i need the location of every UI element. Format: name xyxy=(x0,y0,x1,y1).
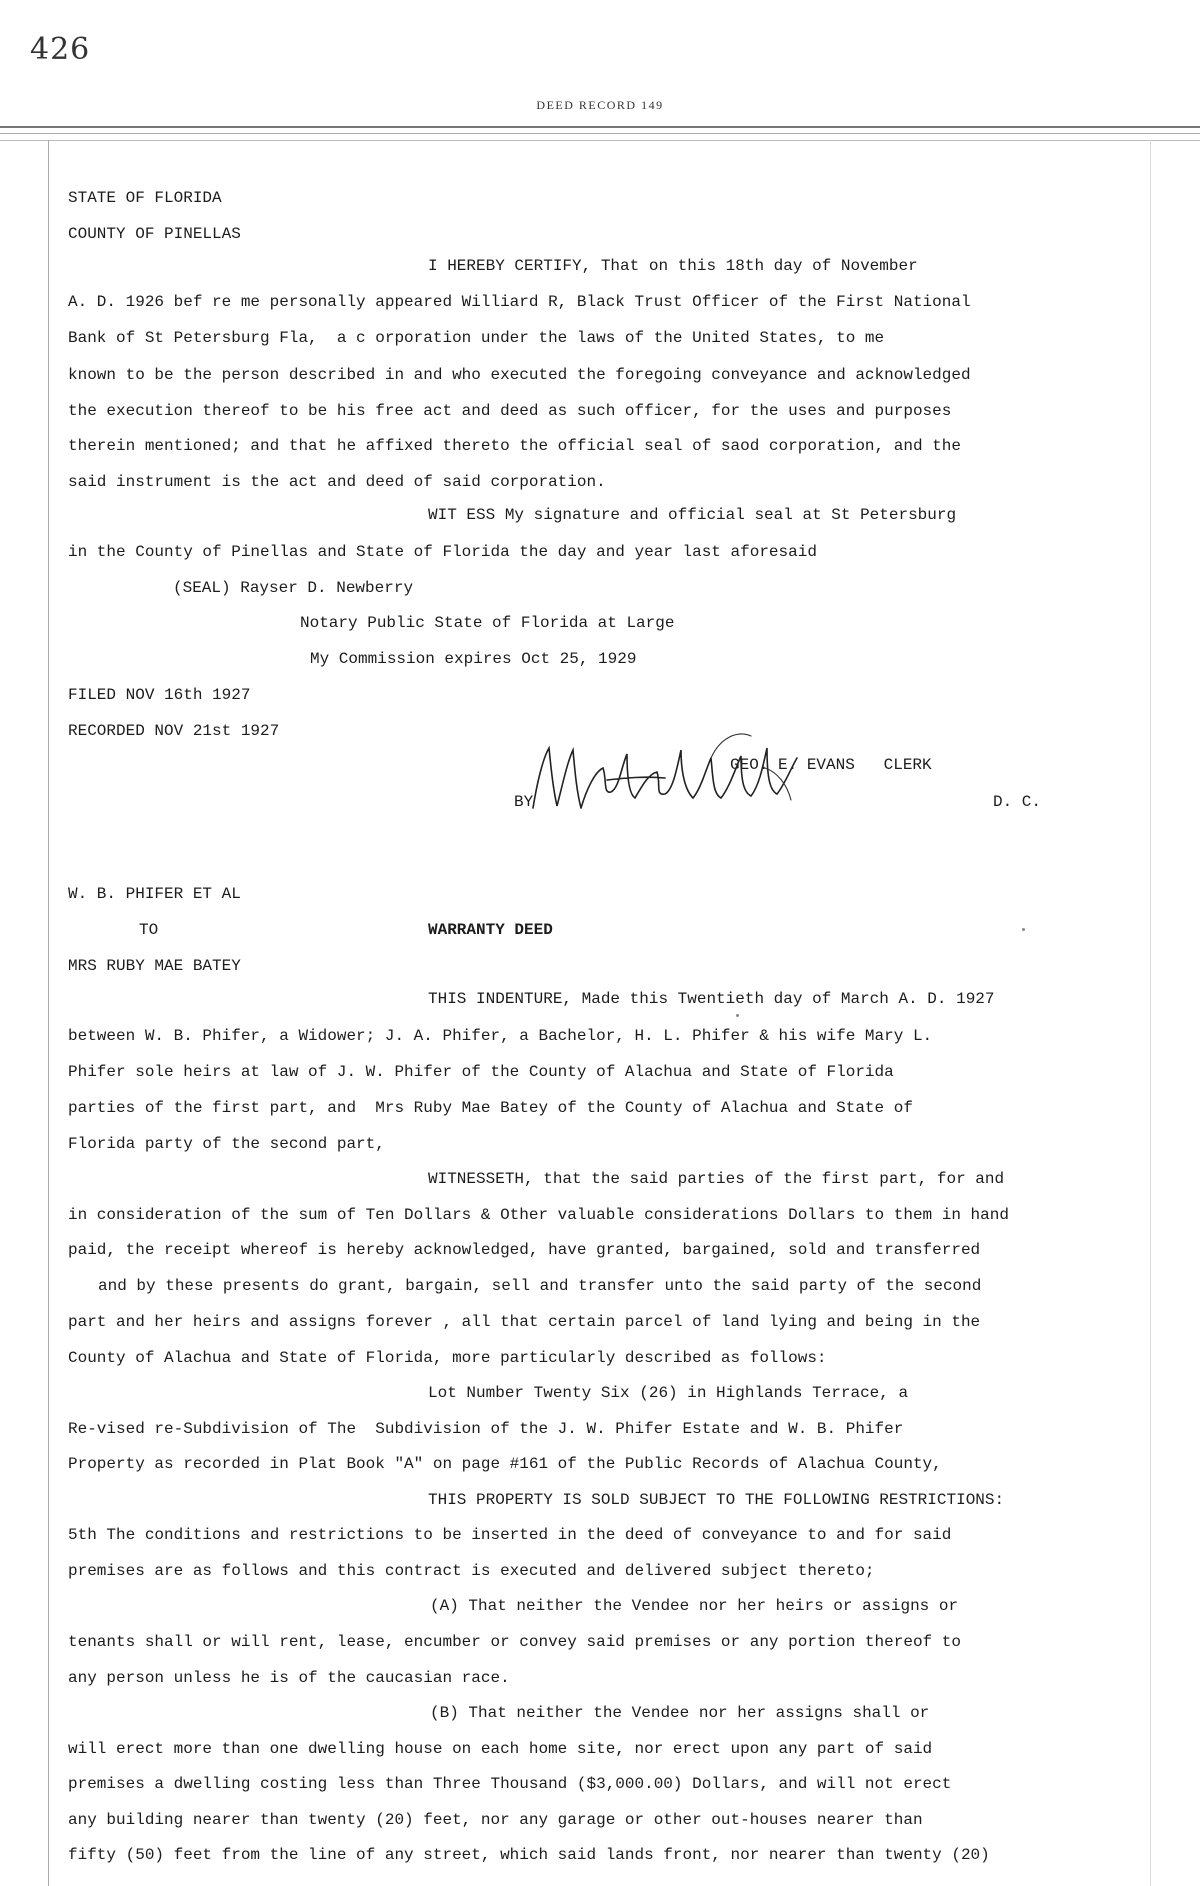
ack-line: I HEREBY CERTIFY, That on this 18th day of November xyxy=(428,257,918,275)
deed-line: County of Alachua and State of Florida, more particularly described as follows: xyxy=(68,1349,827,1367)
deed-type-heading: WARRANTY DEED xyxy=(428,921,553,939)
county-heading: COUNTY OF PINELLAS xyxy=(68,225,241,243)
ack-line: Bank of St Petersburg Fla, a c orporation under the laws of the United States, to me xyxy=(68,329,885,347)
commission-line: My Commission expires Oct 25, 1929 xyxy=(310,650,637,668)
seal-line: (SEAL) Rayser D. Newberry xyxy=(173,579,414,597)
deed-line: Florida party of the second part, xyxy=(68,1135,385,1153)
filed-line: FILED NOV 16th 1927 xyxy=(68,686,251,704)
header-rule-middle xyxy=(0,133,1200,134)
notary-line: Notary Public State of Florida at Large xyxy=(300,614,675,632)
ack-line: known to be the person described in and who executed the foregoing conveyance and acknowledged xyxy=(68,366,971,384)
ack-line: WIT ESS My signature and official seal at St Petersburg xyxy=(428,506,957,524)
ack-line: A. D. 1926 bef re me personally appeared Williard R, Black Trust Officer of the First National xyxy=(68,293,971,311)
dc-label: D. C. xyxy=(993,793,1042,811)
deed-line: Re-vised re-Subdivision of The Subdivision of the J. W. Phifer Estate and W. B. Phifer xyxy=(68,1420,904,1438)
grantee-line: MRS RUBY MAE BATEY xyxy=(68,957,241,975)
deed-line: any person unless he is of the caucasian race. xyxy=(68,1669,510,1687)
right-margin-line xyxy=(1150,140,1151,1886)
deed-line: and by these presents do grant, bargain, sell and transfer unto the said party of the second xyxy=(98,1277,982,1295)
restrictions-heading: THIS PROPERTY IS SOLD SUBJECT TO THE FOLLOWING RESTRICTIONS: xyxy=(428,1491,1005,1509)
to-label: TO xyxy=(139,921,159,939)
left-margin-line xyxy=(48,140,49,1886)
header-rule-top xyxy=(0,126,1200,128)
clerk-line: GEO. E. EVANS CLERK xyxy=(730,756,932,774)
deed-line: premises are as follows and this contract is executed and delivered subject thereto; xyxy=(68,1562,875,1580)
ack-line: said instrument is the act and deed of said corporation. xyxy=(68,473,606,491)
deed-line: parties of the first part, and Mrs Ruby Mae Batey of the County of Alachua and State of xyxy=(68,1099,913,1117)
deed-line: Lot Number Twenty Six (26) in Highlands Terrace, a xyxy=(428,1384,909,1402)
deed-line: WITNESSETH, that the said parties of the first part, for and xyxy=(428,1170,1005,1188)
by-label: BY xyxy=(514,793,534,811)
deed-line: fifty (50) feet from the line of any street, which said lands front, nor nearer than twenty (20) xyxy=(68,1846,990,1864)
deed-line: part and her heirs and assigns forever , all that certain parcel of land lying and being in the xyxy=(68,1313,981,1331)
scan-speck xyxy=(1022,928,1025,931)
grantor-line: W. B. PHIFER ET AL xyxy=(68,885,241,903)
restriction-a: (A) That neither the Vendee nor her heirs or assigns or xyxy=(430,1597,959,1615)
running-head: DEED RECORD 149 xyxy=(536,98,664,112)
deed-line: paid, the receipt whereof is hereby acknowledged, have granted, bargained, sold and transferred xyxy=(68,1241,981,1259)
deed-line: tenants shall or will rent, lease, encumber or convey said premises or any portion thereof to xyxy=(68,1633,961,1651)
deed-line: Property as recorded in Plat Book "A" on page #161 of the Public Records of Alachua County, xyxy=(68,1455,942,1473)
deputy-clerk-signature xyxy=(515,728,825,824)
recorded-line: RECORDED NOV 21st 1927 xyxy=(68,722,280,740)
page-number: 426 xyxy=(30,32,91,67)
restriction-b: (B) That neither the Vendee nor her assigns shall or xyxy=(430,1704,930,1722)
header-rule-bottom xyxy=(0,140,1200,141)
ack-line: therein mentioned; and that he affixed thereto the official seal of saod corporation, and the xyxy=(68,437,961,455)
deed-line: 5th The conditions and restrictions to be inserted in the deed of conveyance to and for said xyxy=(68,1526,952,1544)
ack-line: the execution thereof to be his free act and deed as such officer, for the uses and purposes xyxy=(68,402,952,420)
state-heading: STATE OF FLORIDA xyxy=(68,189,222,207)
deed-line: will erect more than one dwelling house on each home site, nor erect upon any part of said xyxy=(68,1740,933,1758)
deed-line: in consideration of the sum of Ten Dollars & Other valuable considerations Dollars to them in hand xyxy=(68,1206,1009,1224)
ack-line: in the County of Pinellas and State of Florida the day and year last aforesaid xyxy=(68,543,817,561)
deed-line: between W. B. Phifer, a Widower; J. A. Phifer, a Bachelor, H. L. Phifer & his wife Mary L. xyxy=(68,1027,933,1045)
scan-speck xyxy=(736,1014,739,1017)
deed-line: any building nearer than twenty (20) feet, nor any garage or other out-houses nearer than xyxy=(68,1811,923,1829)
deed-line: premises a dwelling costing less than Three Thousand ($3,000.00) Dollars, and will not erect xyxy=(68,1775,952,1793)
deed-line: THIS INDENTURE, Made this Twentieth day of March A. D. 1927 xyxy=(428,990,995,1008)
deed-line: Phifer sole heirs at law of J. W. Phifer of the County of Alachua and State of Florida xyxy=(68,1063,894,1081)
